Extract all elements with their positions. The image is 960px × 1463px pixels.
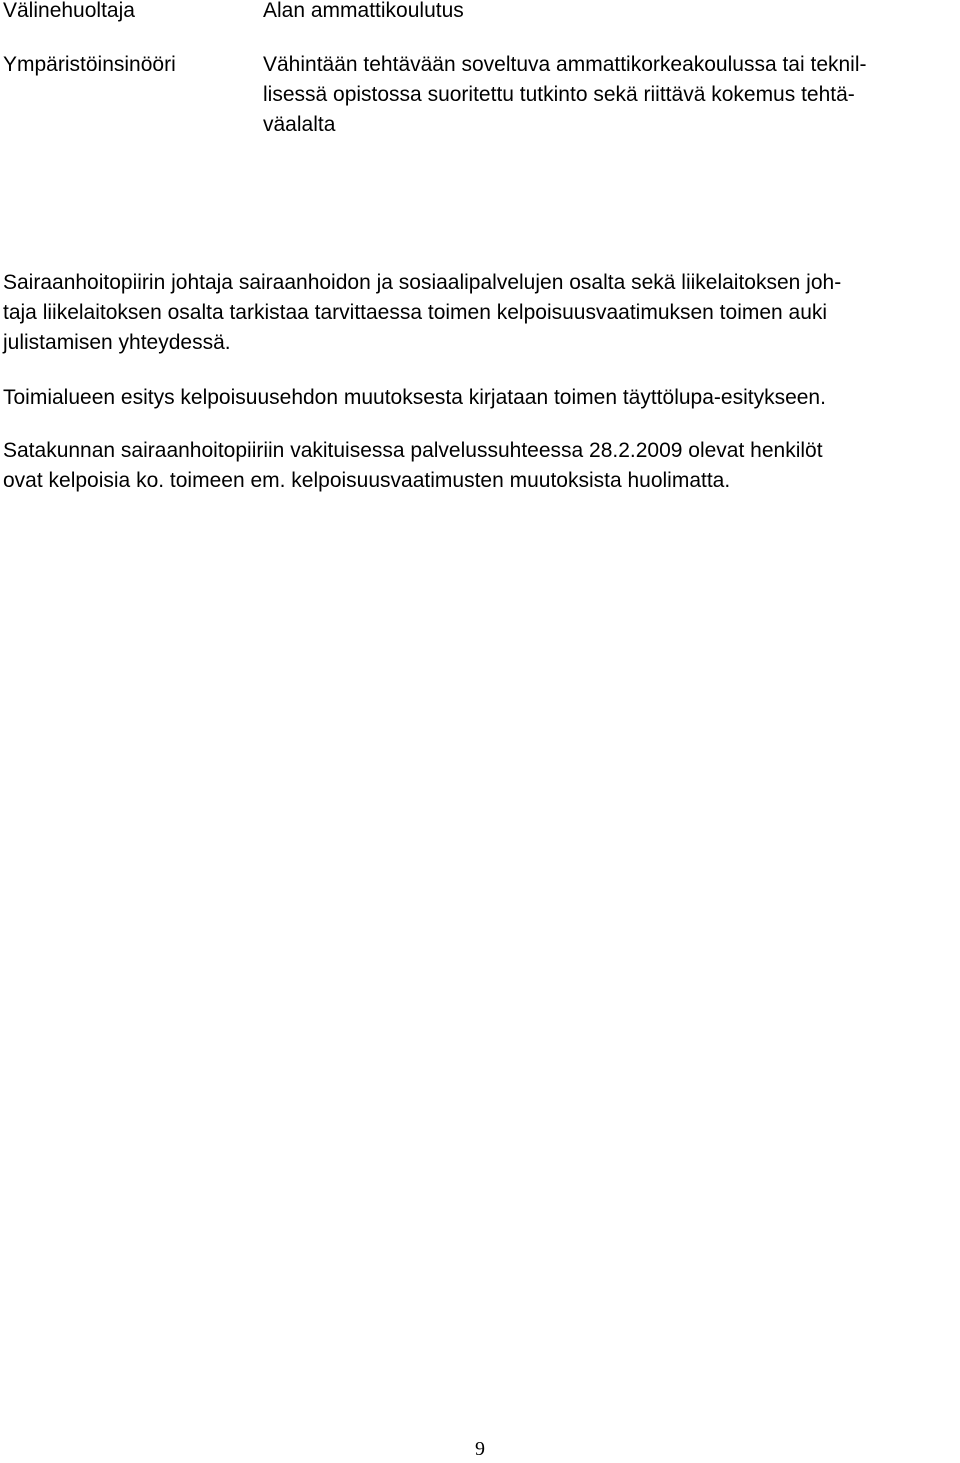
requirement-line: Alan ammattikoulutus xyxy=(263,0,464,22)
paragraph-line: Sairaanhoitopiirin johtaja sairaanhoidon ja sosiaalipalvelujen osalta sekä liikelaitoksen joh- xyxy=(3,271,842,294)
qualification-requirement xyxy=(263,0,464,26)
paragraph-line: Toimialueen esitys kelpoisuusehdon muutoksesta kirjataan toimen täyttölupa-esitykseen. xyxy=(3,386,826,409)
requirement-line: väalalta xyxy=(263,113,336,136)
job-title: Ympäristöinsinööri xyxy=(3,53,176,76)
qualification-requirement xyxy=(263,50,867,140)
paragraph xyxy=(3,383,953,413)
paragraph-line: julistamisen yhteydessä. xyxy=(3,331,231,354)
paragraph-line: ovat kelpoisia ko. toimeen em. kelpoisuusvaatimusten muutoksista huolimatta. xyxy=(3,469,731,492)
requirement-line: Vähintään tehtävään soveltuva ammattikorkeakoulussa tai teknil- xyxy=(263,53,867,76)
requirement-line: lisessä opistossa suoritettu tutkinto sekä riittävä kokemus tehtä- xyxy=(263,83,855,106)
paragraph xyxy=(3,436,953,496)
job-title: Välinehuoltaja xyxy=(3,0,135,22)
paragraph-line: taja liikelaitoksen osalta tarkistaa tarvittaessa toimen kelpoisuusvaatimuksen toimen auki xyxy=(3,301,828,324)
paragraph-line: Satakunnan sairaanhoitopiiriin vakituisessa palvelussuhteessa 28.2.2009 olevat henkilöt xyxy=(3,439,823,462)
paragraph xyxy=(3,268,953,358)
page-number: 9 xyxy=(475,1438,485,1460)
